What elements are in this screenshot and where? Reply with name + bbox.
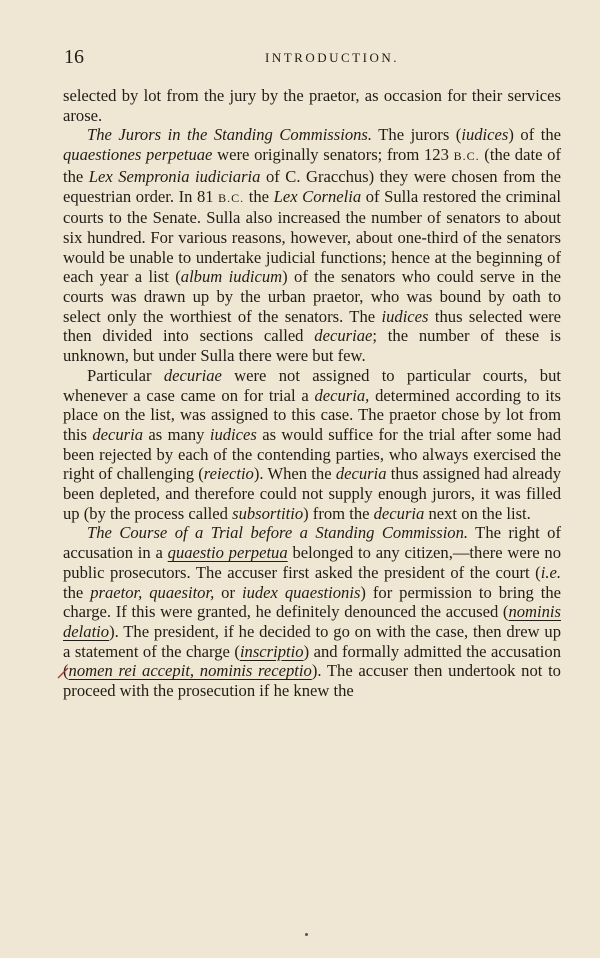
underlined-nominis-receptio: nomen rei accepit, nominis receptio <box>68 661 312 681</box>
underlined-inscriptio: inscriptio <box>239 641 304 661</box>
running-head: INTRODUCTION. <box>265 50 399 65</box>
page-header <box>64 46 560 70</box>
underlined-nominis-delatio: nominis delatio <box>63 602 561 641</box>
section-heading-jurors: The Jurors in the Standing Commissions. <box>87 125 373 145</box>
paragraph-decuriae: Particular decuriae were not assigned to particular courts, but whenever a case came on for trial a decuria, determined according to its place on the list, was assigned to this case. The praetor chose by lot from this decuria as many iudices as would suffice for the trial after some had been rejected by each of the contending parties, who always exercised the right of challenging (reiectio). When the decuria thus assigned had already been depleted, and therefore could not supply enough jurors, it was filled up (by the process called subsortitio) from the decuria next on the list. <box>63 365 562 523</box>
paragraph-1: selected by lot from the jury by the praetor, as occasion for their services arose. <box>63 86 561 125</box>
paragraph-jurors: The Jurors in the Standing Commissions. The jurors (iudices) of the quaestiones perpetuae were originally senators; from 123 B.C. (the date of the Lex Sempronia iudiciaria of C. Gracchus) they were chosen from the equestrian order. In 81 B.C. the Lex Cornelia of Sulla restored the criminal courts to the Senate. Sulla also increased the number of senators to about six hundred. For various reasons, however, about one-third of the senators would be unable to undertake judicial functions; hence at the beginning of each year a list (album iudicum) of the senators who could serve in the courts was drawn up by the urban praetor, who was bound by oath to select only the worthiest of the senators. The iudices thus selected were then divided into sections called decuriae; the number of these is unknown, but under Sulla there were but few. <box>63 125 562 366</box>
section-heading-trial: The Course of a Trial before a Standing Commission. <box>87 523 469 543</box>
page-number: 16 <box>64 46 84 68</box>
margin-pencil-tick-icon <box>56 666 70 680</box>
paragraph-course-of-trial: The Course of a Trial before a Standing Commission. The right of accusation in a quaestio perpetua belonged to any citizen,—there were no public prosecutors. The accuser first asked the president of the court (i.e. the praetor, quaesitor, or iudex quaestionis) for permission to bring the charge. If this were granted, he definitely denounced the accused (nominis delatio). The president, if he decided to go on with the case, then drew up a statement of the charge (inscriptio) and formally admitted the accusation (nomen rei accepit, nominis receptio). The accuser then undertook not to proceed with the prosecution if he knew the <box>63 523 561 701</box>
page-body <box>63 86 561 701</box>
page-mark <box>305 933 308 936</box>
